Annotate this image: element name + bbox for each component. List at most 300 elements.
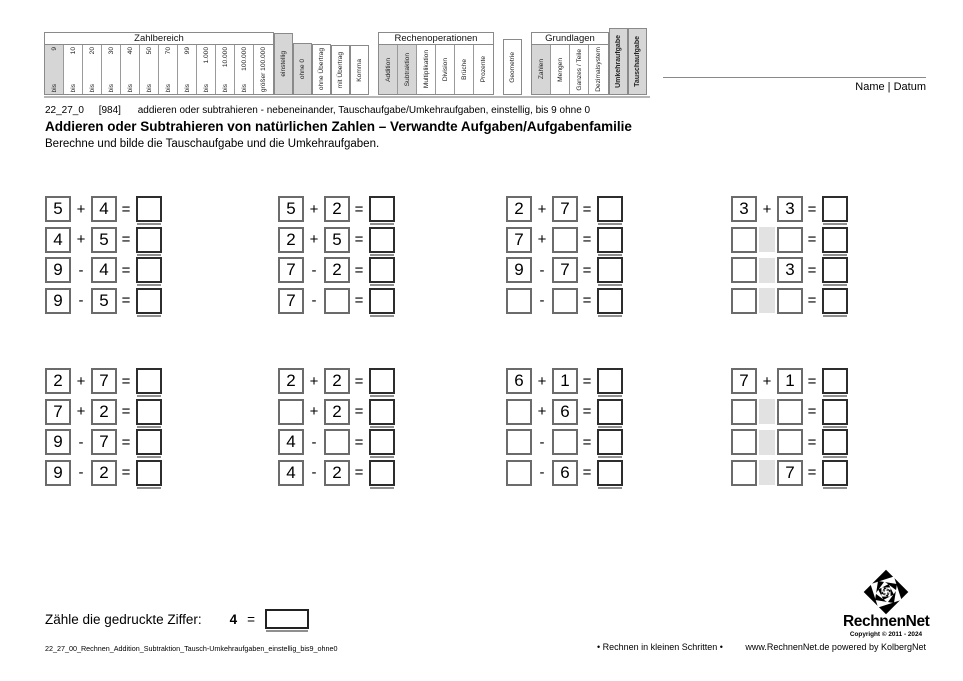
selector-col-label: Addition xyxy=(384,57,392,82)
footer-filename: 22_27_00_Rechnen_Addition_Subtraktion_Tausch-Umkehraufgaben_einstellig_bis9_ohne0 xyxy=(45,644,338,653)
operand-box: 9 xyxy=(45,460,71,486)
answer-box[interactable] xyxy=(822,399,848,425)
equation-row xyxy=(506,368,623,394)
answer-box[interactable] xyxy=(822,196,848,222)
operator: + xyxy=(537,372,547,390)
operand-box[interactable] xyxy=(324,429,350,455)
equation-row xyxy=(45,460,162,486)
answer-box[interactable] xyxy=(822,368,848,394)
answer-box[interactable] xyxy=(597,399,623,425)
footer-tagline xyxy=(597,642,926,652)
operand-box: 4 xyxy=(91,196,117,222)
answer-box[interactable] xyxy=(369,196,395,222)
operand-box: 7 xyxy=(91,368,117,394)
equals-sign: = xyxy=(582,372,592,390)
operand-box[interactable] xyxy=(731,257,757,283)
page-title: Addieren oder Subtrahieren von natürlichen Zahlen – Verwandte Aufgaben/Aufgabenfamilie xyxy=(45,119,632,134)
instruction-text: Berechne und bilde die Tauschaufgabe und die Umkehraufgaben. xyxy=(45,138,380,150)
equals-sign: = xyxy=(354,200,364,218)
equation-row xyxy=(731,257,848,283)
equals-sign: = xyxy=(354,292,364,309)
worksheet-code: 22_27_0 xyxy=(45,105,84,116)
selector-gap xyxy=(522,85,531,95)
equals-sign: = xyxy=(121,403,131,420)
problem-group-5 xyxy=(45,368,162,490)
selector-col-value: 1.000 xyxy=(202,46,210,64)
operator: - xyxy=(78,464,84,481)
answer-box[interactable] xyxy=(369,429,395,455)
operand-box: 3 xyxy=(777,257,803,283)
operand-box: 7 xyxy=(506,227,532,253)
selector-underline xyxy=(44,96,650,98)
operator: - xyxy=(78,292,84,309)
equation-row xyxy=(731,368,848,394)
logo-copyright: Copyright © 2011 - 2024 xyxy=(849,631,923,638)
equation-row xyxy=(45,288,162,314)
operator: + xyxy=(309,372,319,390)
selector-col-größer-100-000 xyxy=(254,45,273,94)
operator: + xyxy=(762,372,772,390)
selector-group-title: Rechenoperationen xyxy=(379,33,493,45)
equation-row xyxy=(278,196,395,222)
equation-row xyxy=(506,227,623,253)
selector-col-bis-30 xyxy=(102,45,121,94)
operand-box: 2 xyxy=(91,460,117,486)
selector-col-label: Dezimalsystem xyxy=(595,47,602,92)
selector-col-label: Umkehraufgabe xyxy=(615,35,622,88)
operand-box[interactable] xyxy=(777,227,803,253)
equals-sign: = xyxy=(807,464,817,481)
operand-box: 7 xyxy=(91,429,117,455)
selector-col-label: Multiplikation xyxy=(422,50,430,89)
selector-col-label: Komma xyxy=(356,58,363,82)
equation-row xyxy=(731,429,848,455)
selector-col-bis-9 xyxy=(45,45,64,94)
operator: + xyxy=(537,231,547,248)
operand-box: 1 xyxy=(777,368,803,394)
selector-col-bis-70 xyxy=(159,45,178,94)
selector-group-zahlbereich xyxy=(44,32,274,95)
operator: - xyxy=(539,433,545,451)
equals-sign: = xyxy=(354,372,364,390)
selector-col-label: Subtraktion xyxy=(403,52,411,87)
equation-row xyxy=(731,227,848,253)
operator: + xyxy=(309,231,319,248)
selector-col-bis-10 xyxy=(64,45,83,94)
name-date-rule xyxy=(663,77,926,78)
equation-row xyxy=(731,399,848,425)
selector-col-label: Prozente xyxy=(480,56,487,83)
operand-box[interactable] xyxy=(731,460,757,486)
operand-box: 5 xyxy=(45,196,71,222)
operator-placeholder[interactable] xyxy=(759,399,775,424)
equation-row xyxy=(45,227,162,253)
operator: - xyxy=(311,464,317,481)
operand-box: 7 xyxy=(552,257,578,283)
selector-col-value: 30 xyxy=(107,46,115,55)
equals-sign: = xyxy=(582,200,592,218)
operand-box: 5 xyxy=(324,227,350,253)
operand-box[interactable] xyxy=(731,288,757,314)
selector-col-ohne-0 xyxy=(293,43,312,95)
selector-col-mengen xyxy=(551,45,570,94)
equals-sign: = xyxy=(121,372,131,390)
equals-sign: = xyxy=(807,292,817,309)
equals-sign: = xyxy=(807,403,817,420)
operand-box: 2 xyxy=(324,257,350,283)
problem-group-6 xyxy=(278,368,395,490)
equals-sign: = xyxy=(354,403,364,420)
operand-box: 7 xyxy=(552,196,578,222)
selector-col-division xyxy=(436,45,455,94)
selector-col-bis-50 xyxy=(140,45,159,94)
equation-row xyxy=(45,257,162,283)
selector-col-tauschaufgabe xyxy=(628,28,647,95)
equals-sign: = xyxy=(121,200,131,218)
operand-box[interactable] xyxy=(777,429,803,455)
equals-sign: = xyxy=(354,231,364,248)
operand-box: 7 xyxy=(45,399,71,425)
selector-col-prefix: bis xyxy=(88,83,96,92)
operand-box: 5 xyxy=(91,227,117,253)
equation-row xyxy=(278,368,395,394)
selector-col-zahlen xyxy=(532,45,551,94)
equals-sign: = xyxy=(354,261,364,279)
answer-box[interactable] xyxy=(822,257,848,283)
operator: + xyxy=(309,403,319,420)
equation-row xyxy=(731,288,848,314)
selector-col-value: 100.000 xyxy=(240,46,248,71)
operand-box: 6 xyxy=(552,460,578,486)
operator-placeholder[interactable] xyxy=(759,460,775,485)
answer-box[interactable] xyxy=(369,368,395,394)
operator-placeholder[interactable] xyxy=(759,227,775,252)
selector-col-prefix: bis xyxy=(240,83,248,92)
selector-col-value: 9 xyxy=(50,46,58,51)
answer-box[interactable] xyxy=(136,227,162,253)
selector-col-label: Mengen xyxy=(556,57,564,82)
problem-group-1 xyxy=(45,196,162,318)
answer-box[interactable] xyxy=(597,196,623,222)
selector-col-multiplikation xyxy=(417,45,436,94)
operator: + xyxy=(76,403,86,420)
operator: - xyxy=(539,464,545,481)
equation-row xyxy=(506,460,623,486)
operand-box: 7 xyxy=(278,288,304,314)
selector-col-bis-100-000 xyxy=(235,45,254,94)
equals-sign: = xyxy=(354,464,364,481)
selector-col-bis-99 xyxy=(178,45,197,94)
answer-box[interactable] xyxy=(822,288,848,314)
selector-col-label: ohne Übertrag xyxy=(318,48,325,91)
problem-group-3 xyxy=(506,196,623,318)
selector-col-label: Geometrie xyxy=(509,51,516,83)
selector-col-label: mit Übertrag xyxy=(337,51,344,89)
selector-col-bis-40 xyxy=(121,45,140,94)
operand-box: 7 xyxy=(278,257,304,283)
selector-col-prozente xyxy=(474,45,493,94)
operand-box: 3 xyxy=(731,196,757,222)
operator-placeholder[interactable] xyxy=(759,258,775,283)
selector-col-bis-1-000 xyxy=(197,45,216,94)
selector-col-einstellig xyxy=(274,33,293,95)
operand-box: 5 xyxy=(278,196,304,222)
selector-col-value: 50 xyxy=(145,46,153,55)
selector-col-value: 70 xyxy=(164,46,172,55)
operator: + xyxy=(76,231,86,248)
equals-sign: = xyxy=(807,231,817,248)
selector-col-value: 10 xyxy=(69,46,77,55)
operand-box: 9 xyxy=(45,429,71,455)
answer-box[interactable] xyxy=(136,429,162,455)
selector-col-ohne-übertrag xyxy=(312,44,331,95)
problem-group-2 xyxy=(278,196,395,318)
operand-box: 2 xyxy=(45,368,71,394)
equation-row xyxy=(506,257,623,283)
operand-box: 2 xyxy=(278,368,304,394)
selector-col-prefix: bis xyxy=(164,83,172,92)
equation-row xyxy=(45,368,162,394)
answer-box[interactable] xyxy=(822,227,848,253)
equation-row xyxy=(506,429,623,455)
operand-box[interactable] xyxy=(552,227,578,253)
selector-col-ganzes-teile xyxy=(570,45,589,94)
selector-gap xyxy=(369,85,378,95)
operand-box: 4 xyxy=(278,460,304,486)
selector-col-bis-10-000 xyxy=(216,45,235,94)
selector-col-prefix: bis xyxy=(107,83,115,92)
operand-box: 6 xyxy=(506,368,532,394)
selector-group-rechenoperationen xyxy=(378,32,494,95)
selector-col-label: Zahlen xyxy=(537,59,545,80)
selector-col-prefix: bis xyxy=(126,83,134,92)
equation-row xyxy=(45,196,162,222)
operand-box[interactable] xyxy=(506,288,532,314)
count-task-label: Zähle die gedruckte Ziffer: xyxy=(45,611,202,627)
operand-box[interactable] xyxy=(731,399,757,425)
answer-box[interactable] xyxy=(136,196,162,222)
equation-row xyxy=(731,196,848,222)
operand-box: 9 xyxy=(506,257,532,283)
selector-col-label: Tauschaufgabe xyxy=(634,36,641,87)
selector-col-mit-übertrag xyxy=(331,45,350,95)
answer-box[interactable] xyxy=(136,399,162,425)
rechnennet-logo-icon xyxy=(863,569,909,615)
answer-box[interactable] xyxy=(597,288,623,314)
answer-box[interactable] xyxy=(597,227,623,253)
selector-col-value: 40 xyxy=(126,46,134,55)
selector-col-label: Ganzes / Teile xyxy=(575,48,583,91)
answer-box[interactable] xyxy=(597,429,623,455)
selector-col-label: einstellig xyxy=(280,51,287,77)
selector-col-prefix: bis xyxy=(183,83,191,92)
equation-row xyxy=(278,460,395,486)
operator: - xyxy=(539,261,545,279)
equals-sign: = xyxy=(121,464,131,481)
equation-row xyxy=(506,399,623,425)
selector-col-prefix: bis xyxy=(202,83,210,92)
operand-box: 4 xyxy=(45,227,71,253)
equals-sign: = xyxy=(121,261,131,279)
equals-sign: = xyxy=(121,231,131,248)
operand-box[interactable] xyxy=(506,429,532,455)
operand-box: 9 xyxy=(45,257,71,283)
equation-row xyxy=(278,288,395,314)
selector-col-label: Division xyxy=(441,57,449,82)
equation-row xyxy=(506,288,623,314)
count-task-equals: = xyxy=(247,611,255,627)
equals-sign: = xyxy=(807,261,817,279)
answer-box[interactable] xyxy=(136,460,162,486)
operand-box: 2 xyxy=(324,399,350,425)
worksheet-number: [984] xyxy=(98,105,121,116)
operand-box: 2 xyxy=(278,227,304,253)
logo-block xyxy=(843,569,929,638)
selector-col-addition xyxy=(379,45,398,94)
operator: - xyxy=(311,433,317,451)
operand-box: 7 xyxy=(731,368,757,394)
selector-group-grundlagen xyxy=(531,32,609,95)
operator: + xyxy=(537,403,547,420)
operand-box: 9 xyxy=(45,288,71,314)
selector-col-value: 20 xyxy=(88,46,96,55)
answer-box[interactable] xyxy=(369,399,395,425)
equals-sign: = xyxy=(807,372,817,390)
selector-col-brüche xyxy=(455,45,474,94)
operand-box: 5 xyxy=(91,288,117,314)
operand-box: 4 xyxy=(91,257,117,283)
selector-col-value: 10.000 xyxy=(221,46,229,68)
selector-col-bis-20 xyxy=(83,45,102,94)
equals-sign: = xyxy=(807,200,817,218)
answer-box[interactable] xyxy=(369,460,395,486)
selector-col-prefix: bis xyxy=(221,83,229,92)
operator: + xyxy=(762,200,772,218)
selector-col-value: 99 xyxy=(183,46,191,55)
selector-col-label: Brüche xyxy=(460,59,468,80)
operator: - xyxy=(78,261,84,279)
selector-group-title: Zahlbereich xyxy=(45,33,273,45)
selector-col-prefix: bis xyxy=(145,83,153,92)
selector-gap xyxy=(494,85,503,95)
equation-row xyxy=(278,227,395,253)
answer-box[interactable] xyxy=(597,257,623,283)
equals-sign: = xyxy=(807,433,817,451)
operand-box[interactable] xyxy=(731,227,757,253)
answer-box[interactable] xyxy=(822,460,848,486)
equation-row xyxy=(278,399,395,425)
name-date-label: Name | Datum xyxy=(855,81,926,93)
equation-row xyxy=(278,257,395,283)
operator: + xyxy=(537,200,547,218)
equation-row xyxy=(731,460,848,486)
operator: + xyxy=(309,200,319,218)
problem-group-8 xyxy=(731,368,848,490)
operand-box: 3 xyxy=(777,196,803,222)
answer-box[interactable] xyxy=(369,227,395,253)
equals-sign: = xyxy=(582,403,592,420)
operand-box: 2 xyxy=(324,368,350,394)
operand-box[interactable] xyxy=(731,429,757,455)
equals-sign: = xyxy=(582,292,592,309)
operand-box[interactable] xyxy=(506,460,532,486)
problem-group-4 xyxy=(731,196,848,318)
footer-website: www.RechnenNet.de powered by KolbergNet xyxy=(745,642,926,652)
footer-slogan: • Rechnen in kleinen Schritten • xyxy=(597,642,723,652)
operator: - xyxy=(539,292,545,309)
operand-box[interactable] xyxy=(278,399,304,425)
answer-box[interactable] xyxy=(822,429,848,455)
equals-sign: = xyxy=(121,292,131,309)
operand-box: 7 xyxy=(777,460,803,486)
logo-title: RechnenNet xyxy=(843,613,930,630)
answer-box[interactable] xyxy=(597,368,623,394)
equals-sign: = xyxy=(582,433,592,451)
operator-placeholder[interactable] xyxy=(759,288,775,313)
equals-sign: = xyxy=(354,433,364,451)
selector-col-geometrie xyxy=(503,39,522,95)
answer-box[interactable] xyxy=(369,288,395,314)
selector-col-komma xyxy=(350,45,369,95)
answer-box[interactable] xyxy=(136,368,162,394)
selector-col-dezimalsystem xyxy=(589,45,608,94)
equals-sign: = xyxy=(582,261,592,279)
selector-col-prefix: bis xyxy=(69,83,77,92)
operator: + xyxy=(76,372,86,390)
selector-group-title: Grundlagen xyxy=(532,33,608,45)
selector-col-label: größer 100.000 xyxy=(260,46,267,92)
operand-box: 2 xyxy=(506,196,532,222)
operand-box[interactable] xyxy=(777,399,803,425)
problem-group-7 xyxy=(506,368,623,490)
answer-box[interactable] xyxy=(369,257,395,283)
count-task-answer-box[interactable] xyxy=(265,609,309,629)
equation-row xyxy=(506,196,623,222)
operand-box[interactable] xyxy=(552,288,578,314)
answer-box[interactable] xyxy=(136,288,162,314)
worksheet-description: addieren oder subtrahieren - nebeneinander, Tauschaufgabe/Umkehraufgaben, einstellig, bis 9 ohne 0 xyxy=(137,105,591,116)
selector-col-label: ohne 0 xyxy=(299,58,306,80)
answer-box[interactable] xyxy=(136,257,162,283)
operand-box[interactable] xyxy=(552,429,578,455)
topic-selector-table xyxy=(44,26,647,95)
equals-sign: = xyxy=(582,464,592,481)
operator: + xyxy=(76,200,86,218)
selector-col-subtraktion xyxy=(398,45,417,94)
equation-row xyxy=(45,399,162,425)
operator: - xyxy=(311,292,317,309)
worksheet-meta xyxy=(45,105,590,116)
operator: - xyxy=(78,433,84,451)
operand-box[interactable] xyxy=(324,288,350,314)
count-task-digit: 4 xyxy=(229,611,238,627)
answer-box[interactable] xyxy=(597,460,623,486)
equals-sign: = xyxy=(121,433,131,451)
operand-box: 1 xyxy=(552,368,578,394)
operand-box: 2 xyxy=(91,399,117,425)
selector-col-prefix: bis xyxy=(50,83,58,92)
operand-box: 6 xyxy=(552,399,578,425)
equals-sign: = xyxy=(582,231,592,248)
operator-placeholder[interactable] xyxy=(759,430,775,455)
operand-box[interactable] xyxy=(506,399,532,425)
operand-box: 4 xyxy=(278,429,304,455)
operand-box: 2 xyxy=(324,196,350,222)
count-task xyxy=(45,609,309,629)
selector-col-umkehraufgabe xyxy=(609,28,628,95)
equation-row xyxy=(278,429,395,455)
operand-box[interactable] xyxy=(777,288,803,314)
